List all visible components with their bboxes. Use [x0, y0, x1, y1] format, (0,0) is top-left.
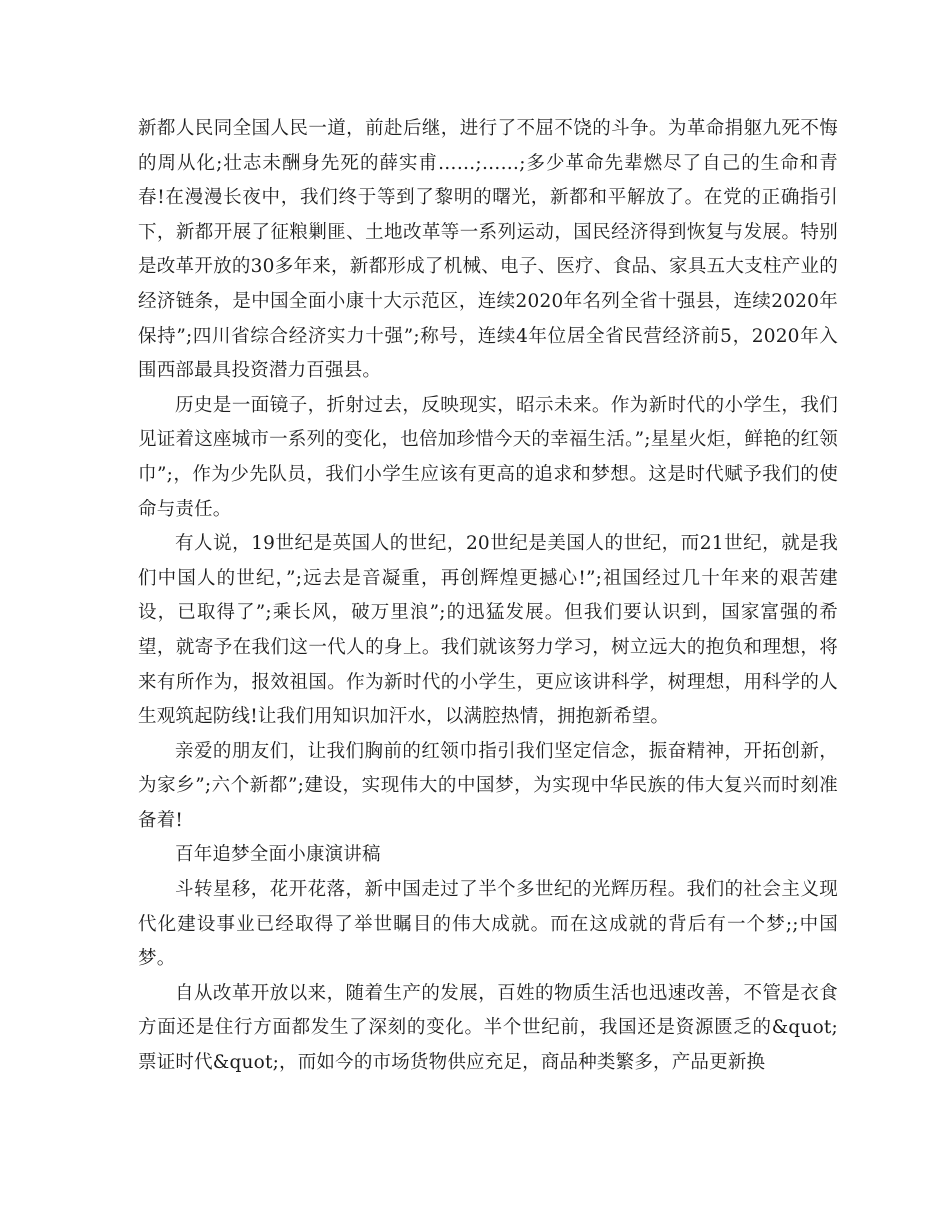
paragraph-5: 斗转星移，花开花落，新中国走过了半个多世纪的光辉历程。我们的社会主义现代化建设事业已经取得了举世瞩目的伟大成就。而在这成就的背后有一个梦;;中国梦。: [138, 879, 838, 970]
paragraph-1: 新都人民同全国人民一道，前赴后继，进行了不屈不饶的斗争。为革命捐躯九死不悔的周从化;壮志未酬身先死的薛实甫……;……;多少革命先辈燃尽了自己的生命和青春!在漫漫长夜中，我们终于等到了黎明的曙光，新都和平解放了。在党的正确指引下，新都开展了征粮剿匪、土地改革等一系列运动，国民经济得到恢复与发展。特别是改革开放的30多年来，新都形成了机械、电子、医疗、食品、家具五大支柱产业的经济链条，是中国全面小康十大示范区，连续2020年名列全省十强县，连续2020年保持”;四川省综合经济实力十强”;称号，连续4年位居全省民营经济前5，2020年入围西部最具投资潜力百强县。: [138, 118, 838, 382]
paragraph-2: 历史是一面镜子，折射过去，反映现实，昭示未来。作为新时代的小学生，我们见证着这座城市一系列的变化，也倍加珍惜今天的幸福生活。”;星星火炬，鲜艳的红领巾”;，作为少先队员，我们小学生应该有更高的追求和梦想。这是时代赋予我们的使命与责任。: [138, 394, 838, 520]
paragraph-6: 自从改革开放以来，随着生产的发展，百姓的物质生活也迅速改善，不管是衣食方面还是住行方面都发生了深刻的变化。半个世纪前，我国还是资源匮乏的&quot;票证时代&quot;，而如今的市场货物供应充足，商品种类繁多，产品更新换: [138, 982, 838, 1074]
paragraph-3: 有人说，19世纪是英国人的世纪，20世纪是美国人的世纪，而21世纪，就是我们中国人的世纪，”;远去是音凝重，再创辉煌更撼心!”;祖国经过几十年来的艰苦建设，已取得了”;乘长风，破万里浪”;的迅猛发展。但我们要认识到，国家富强的希望，就寄予在我们这一代人的身上。我们就该努力学习，树立远大的抱负和理想，将来有所作为，报效祖国。作为新时代的小学生，更应该讲科学，树理想，用科学的人生观筑起防线!让我们用知识加汗水，以满腔热情，拥抱新希望。: [138, 533, 838, 728]
paragraph-4: 亲爱的朋友们，让我们胸前的红领巾指引我们坚定信念，振奋精神，开拓创新，为家乡”;六个新都”;建设，实现伟大的中国梦，为实现中华民族的伟大复兴而时刻准备着!: [138, 740, 838, 831]
section-heading: 百年追梦全面小康演讲稿: [175, 844, 381, 866]
document-body: [138, 112, 838, 1081]
